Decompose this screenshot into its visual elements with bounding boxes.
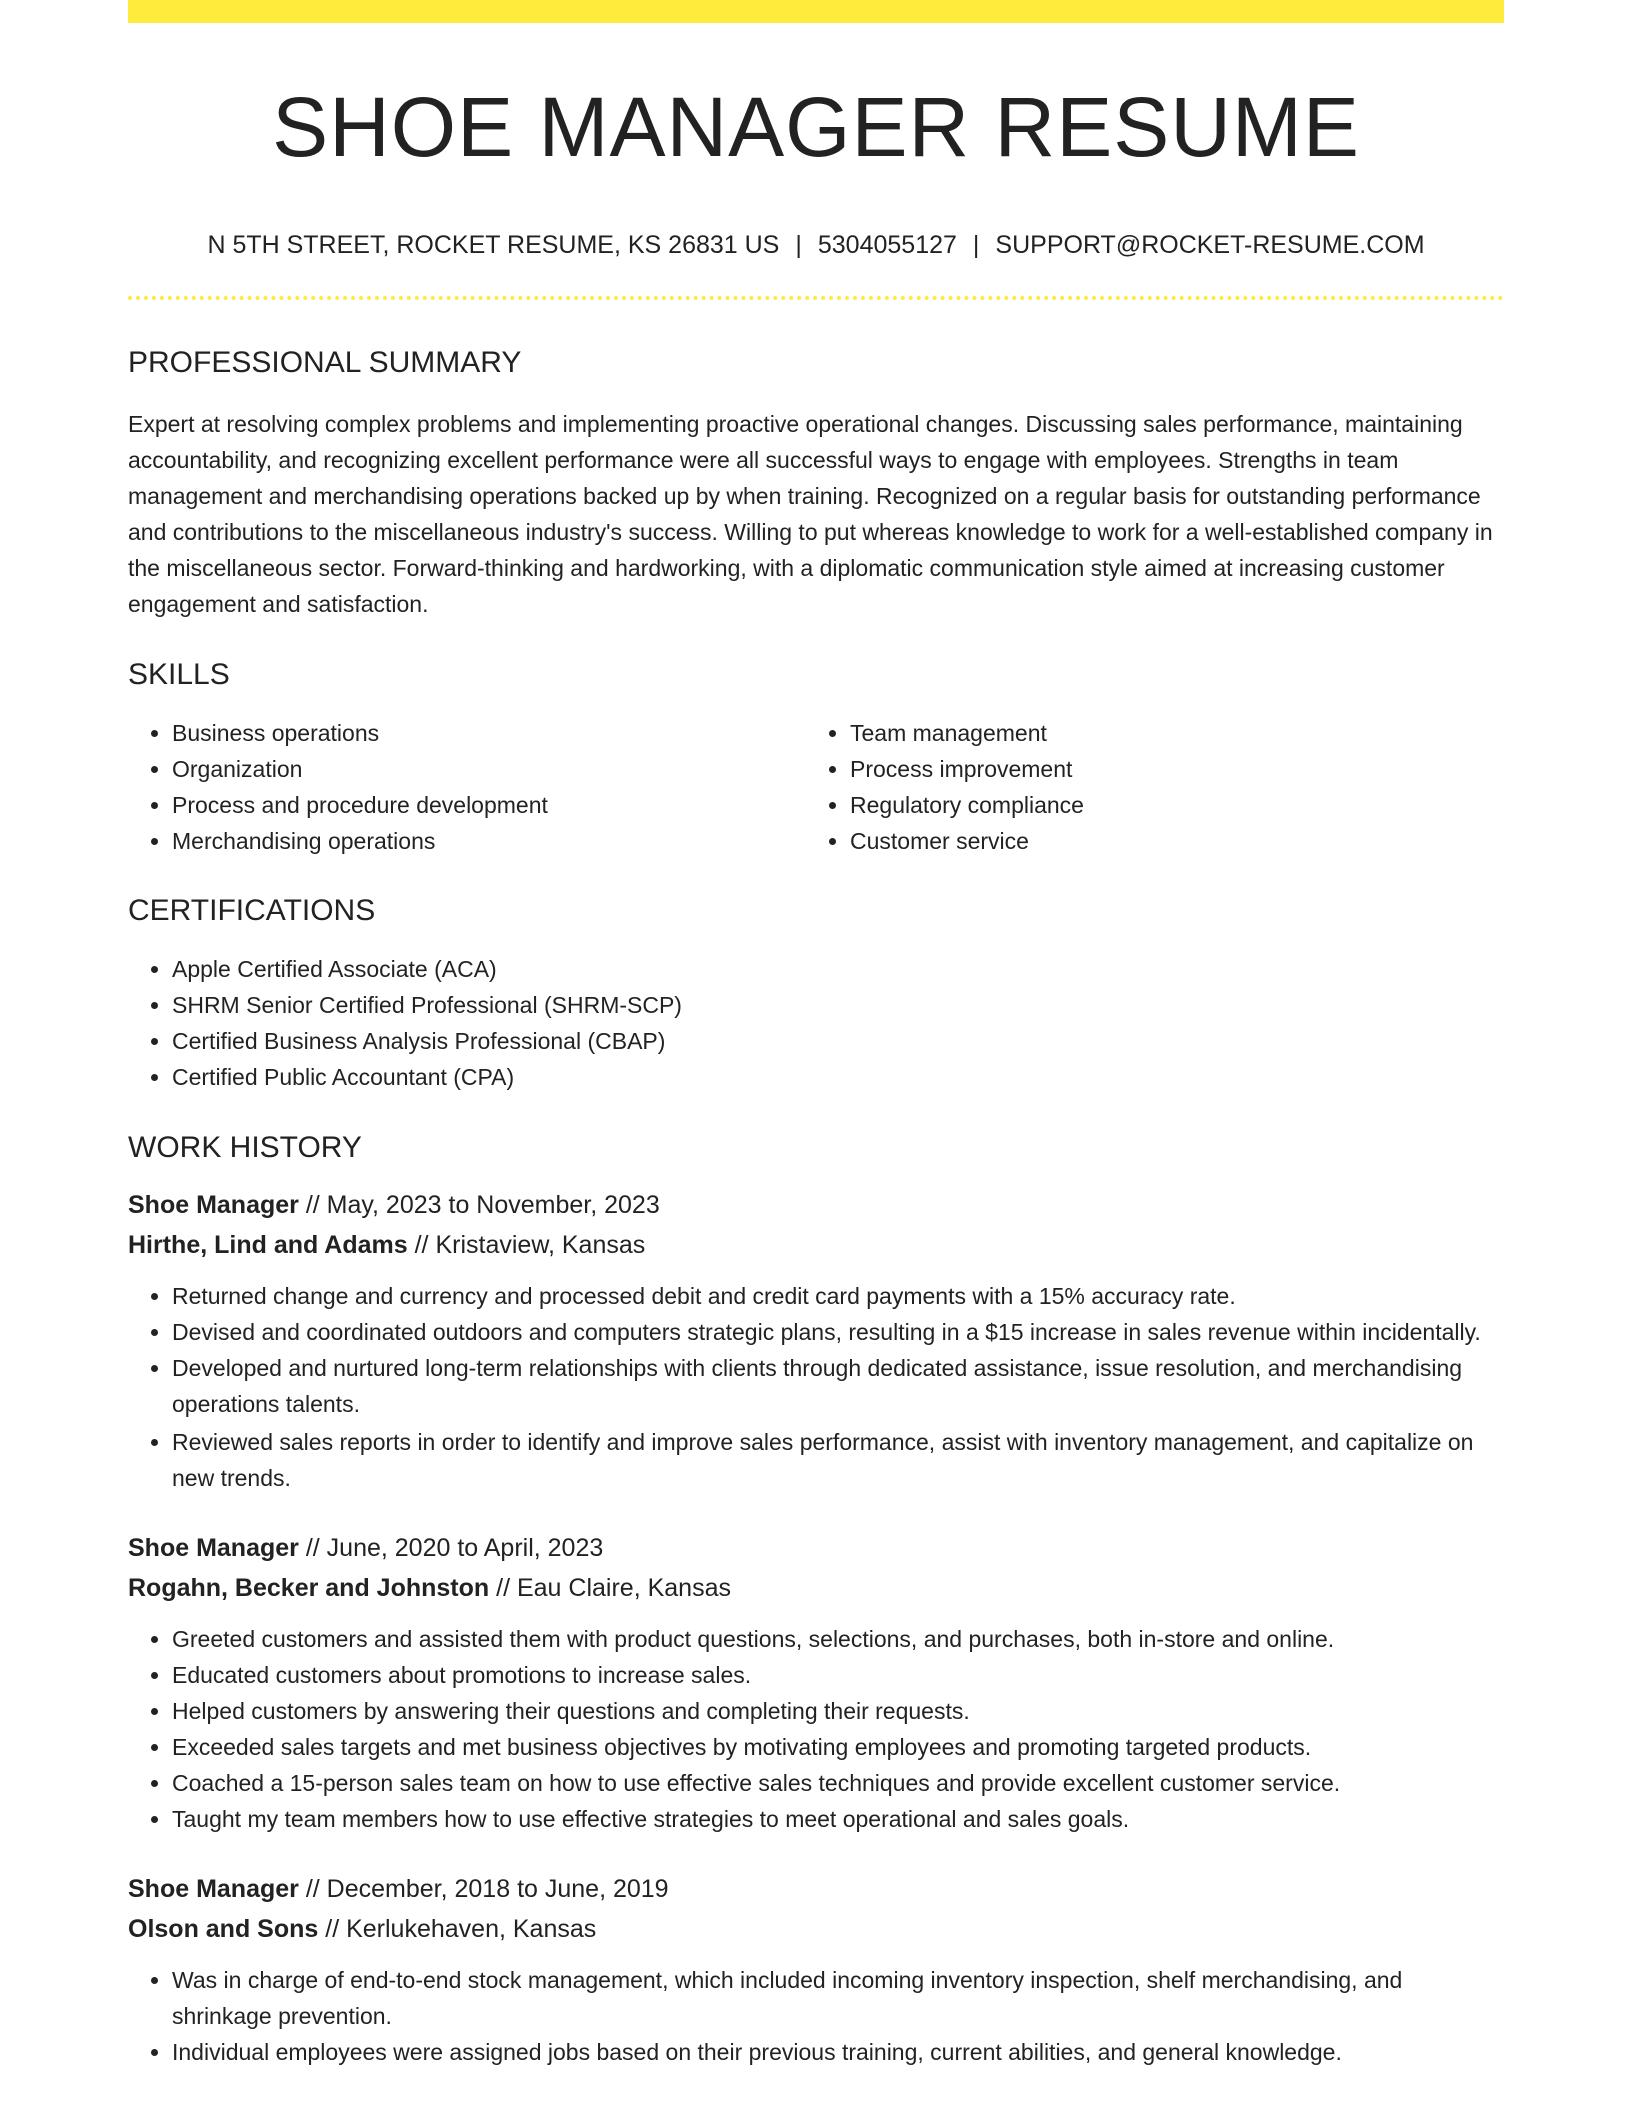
contact-separator: | [795,231,802,259]
top-accent-bar [128,0,1504,23]
certification-item: • Apple Certified Associate (ACA) [172,951,1504,987]
job-dates: December, 2018 to June, 2019 [326,1875,669,1903]
job-dates: June, 2020 to April, 2023 [326,1534,604,1562]
job-entry [128,1185,1504,1496]
job-role-line [128,1185,1504,1225]
job-role-line [128,1869,1504,1909]
job-location: Eau Claire, Kansas [516,1574,731,1602]
job-role: Shoe Manager [128,1191,299,1219]
job-bullet: • Taught my team members how to use effective strategies to meet operational and sales goals. [172,1801,1504,1837]
job-dates: May, 2023 to November, 2023 [326,1191,660,1219]
skill-item: • Process improvement [850,751,1484,787]
skills-heading: SKILLS [128,658,230,691]
certification-item: • Certified Business Analysis Professional (CBAP) [172,1023,1504,1059]
resume-page [128,0,1504,2070]
job-entry [128,1528,1504,1837]
job-bullet: • Helped customers by answering their questions and completing their requests. [172,1693,1504,1729]
work-history-heading: WORK HISTORY [128,1131,362,1164]
job-bullet: • Reviewed sales reports in order to identify and improve sales performance, assist with inventory management, and capitalize on new trends. [172,1424,1504,1496]
job-separator: // [489,1574,517,1602]
job-bullets [128,1278,1504,1496]
contact-separator: | [972,231,980,259]
certification-item: • SHRM Senior Certified Professional (SHRM-SCP) [172,987,1504,1023]
job-company-line [128,1909,1504,1949]
skill-item: • Team management [850,715,1484,751]
skill-item: • Merchandising operations [172,823,806,859]
skill-item: • Business operations [172,715,806,751]
skill-item: • Organization [172,751,806,787]
job-bullet: • Educated customers about promotions to increase sales. [172,1657,1504,1693]
job-bullet: • Individual employees were assigned jobs based on their previous training, current abilities, and general knowledge. [172,2034,1504,2070]
summary-heading: PROFESSIONAL SUMMARY [128,346,522,379]
skill-item: • Process and procedure development [172,787,806,823]
job-bullets [128,1962,1504,2070]
contact-email: SUPPORT@ROCKET-RESUME.COM [995,231,1425,259]
job-bullet: • Exceeded sales targets and met business objectives by motivating employees and promoting targeted products. [172,1729,1504,1765]
certifications-heading: CERTIFICATIONS [128,894,376,927]
job-bullet: • Was in charge of end-to-end stock management, which included incoming inventory inspection, shelf merchandising, and shrinkage prevention. [172,1962,1504,2034]
skills-list-right [806,715,1484,859]
job-separator: // [298,1191,327,1219]
job-entry [128,1869,1504,2070]
job-bullet: • Returned change and currency and processed debit and credit card payments with a 15% accuracy rate. [172,1278,1504,1314]
contact-phone: 5304055127 [817,231,957,259]
job-separator: // [407,1231,436,1259]
job-role: Shoe Manager [128,1875,299,1903]
job-location: Kerlukehaven, Kansas [346,1915,597,1943]
job-company: Hirthe, Lind and Adams [128,1231,408,1259]
summary-text: Expert at resolving complex problems and implementing proactive operational changes. Discussing sales performance, maintaining accountability, and recognizing excellent performance were all successful ways to engage with employees. Strengths in team management and merchandising operations backed up by when training. Recognized on a regular basis for outstanding performance and contributions to the miscellaneous industry's success. Willing to put whereas knowledge to work for a well-established company in the miscellaneous sector. Forward-thinking and hardworking, with a diplomatic communication style aimed at increasing customer engagement and satisfaction. [128,411,1493,617]
job-separator: // [318,1915,347,1943]
certifications-list [128,951,1504,1095]
job-location: Kristaview, Kansas [435,1231,646,1259]
job-bullets [128,1621,1504,1837]
dotted-divider [128,296,1504,300]
contact-line [128,233,1504,258]
job-bullet: • Coached a 15-person sales team on how to use effective sales techniques and provide excellent customer service. [172,1765,1504,1801]
job-separator: // [298,1534,327,1562]
job-role-line [128,1528,1504,1568]
job-bullet: • Greeted customers and assisted them with product questions, selections, and purchases, both in-store and online. [172,1621,1504,1657]
job-company-line [128,1568,1504,1608]
skill-item: • Customer service [850,823,1484,859]
skills-grid [128,715,1504,859]
certification-item: • Certified Public Accountant (CPA) [172,1059,1504,1095]
job-bullet: • Devised and coordinated outdoors and computers strategic plans, resulting in a $15 increase in sales revenue within incidentally. [172,1314,1504,1350]
job-role: Shoe Manager [128,1534,299,1562]
job-bullet: • Developed and nurtured long-term relationships with clients through dedicated assistance, issue resolution, and merchandising operations talents. [172,1350,1504,1422]
job-separator: // [298,1875,327,1903]
skills-list-left [128,715,806,859]
job-company: Olson and Sons [128,1915,319,1943]
job-company-line [128,1225,1504,1265]
job-company: Rogahn, Becker and Johnston [128,1574,490,1602]
contact-address: N 5TH STREET, ROCKET RESUME, KS 26831 US [207,231,780,259]
skill-item: • Regulatory compliance [850,787,1484,823]
resume-title: SHOE MANAGER RESUME [272,80,1360,174]
